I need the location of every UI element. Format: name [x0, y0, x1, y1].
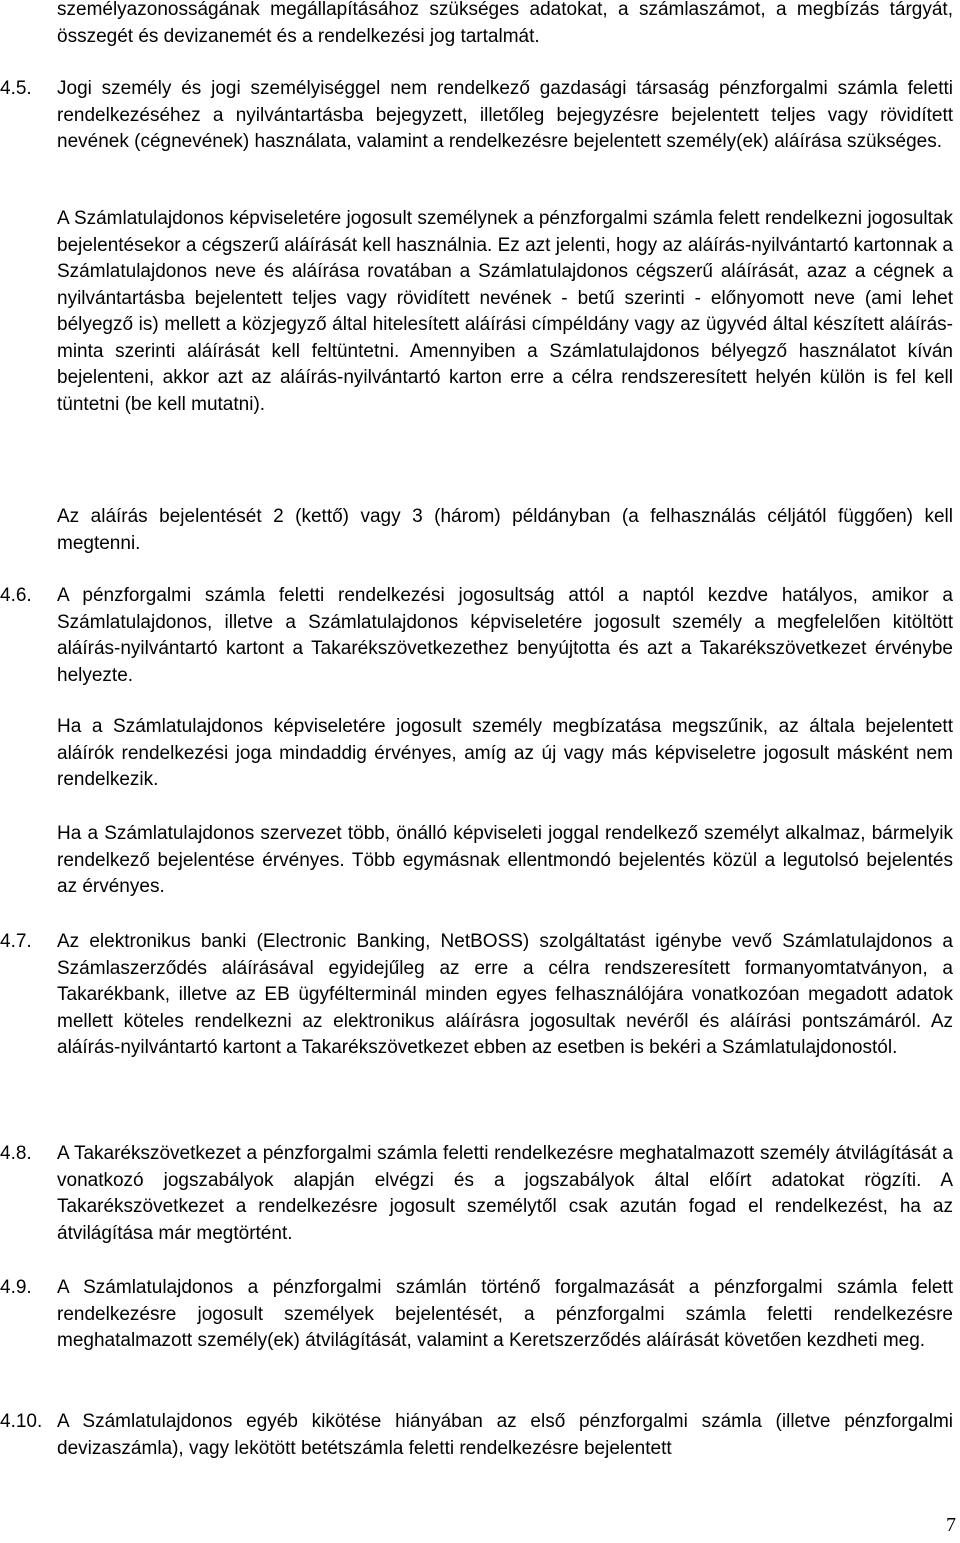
section-4-7: 4.7. Az elektronikus banki (Electronic Banking, NetBOSS) szolgáltatást igénybe vevő Számlatulajdonos a Számlaszerződés aláírásával egyidejűleg az erre a célra rendszeresített formanyomtatványon, a Takarékbank, illetve az EB ügyfélterminál minden egyes felhasználójára vonatkozóan megadott adatok mellett köteles rendelkezni az elektronikus aláírásra jogosultak nevéről és aláírási pontszámáról. Az aláírás-nyilvántartó kartont a Takarékszövetkezet ebben az esetben is bekéri a Számlatulajdonostól. [0, 931, 953, 1058]
paragraph-multiple-representatives: Ha a Számlatulajdonos szervezet több, önálló képviseleti joggal rendelkező személyt alkalmaz, bármelyik rendelkező bejelentése érvényes. Több egymásnak ellentmondó bejelentés közül a legutolsó bejelentés az érvényes. [57, 823, 953, 897]
paragraph-signature-copies: Az aláírás bejelentését 2 (kettő) vagy 3 (három) példányban (a felhasználás céljától függően) kell megtenni. [57, 506, 953, 554]
page-number: 7 [946, 1514, 956, 1536]
section-number: 4.9. [0, 1277, 32, 1298]
section-4-6: 4.6. A pénzforgalmi számla feletti rendelkezési jogosultság attól a naptól kezdve hatályos, amikor a Számlatulajdonos, illetve a Számlatulajdonos képviseletére jogosult személy a megfelelően kitöltött aláírás-nyilvántartó kartont a Takarékszövetkezethez benyújtotta és azt a Takarékszövetkezet érvénybe helyezte. [0, 585, 953, 686]
paragraph-intro-continuation: személyazonosságának megállapításához szükséges adatokat, a számlaszámot, a megbízás tárgyát, összegét és devizanemét és a rendelkezési jog tartalmát. [57, 0, 953, 47]
section-4-9: 4.9. A Számlatulajdonos a pénzforgalmi számlán történő forgalmazását a pénzforgalmi számla felett rendelkezésre jogosult személyek bejelentését, a pénzforgalmi számla feletti rendelkezésre meghatalmazott személy(ek) átvilágítását, valamint a Keretszerződés aláírását követően kezdheti meg. [0, 1277, 953, 1351]
section-number: 4.6. [0, 585, 32, 606]
section-number: 4.5. [0, 78, 32, 99]
section-number: 4.7. [0, 931, 32, 952]
paragraph-mandate-termination: Ha a Számlatulajdonos képviseletére jogosult személy megbízatása megszűnik, az általa bejelentett aláírók rendelkezési joga mindaddig érvényes, amíg az új vagy más képviseletre jogosult másként nem rendelkezik. [57, 716, 953, 790]
section-4-10: 4.10. A Számlatulajdonos egyéb kikötése hiányában az első pénzforgalmi számla (illetve pénzforgalmi devizaszámla), vagy lekötött betétszámla feletti rendelkezésre bejelentett [0, 1411, 953, 1459]
paragraph-signature-requirements: A Számlatulajdonos képviseletére jogosult személynek a pénzforgalmi számla felett rendelkezni jogosultak bejelentésekor a cégszerű aláírását kell használnia. Ez azt jelenti, hogy az aláírás-nyilvántartó kartonnak a Számlatulajdonos neve és aláírása rovatában a Számlatulajdonos cégszerű aláírását, azaz a cégnek a nyilvántartásba bejelentett teljes vagy rövidített nevének - betű szerinti - előnyomott neve (ami lehet bélyegző is) mellett a közjegyző által hitelesített aláírási címpéldány vagy az ügyvéd által készített aláírás-minta szerinti aláírását kell feltüntetni. Amennyiben a Számlatulajdonos bélyegző használatot kíván bejelenteni, akkor azt az aláírás-nyilvántartó karton erre a célra rendszeresített helyén külön is fel kell tüntetni (be kell mutatni). [57, 208, 953, 415]
section-4-5: 4.5. Jogi személy és jogi személyiséggel nem rendelkező gazdasági társaság pénzforgalmi számla feletti rendelkezéséhez a nyilvántartásba bejegyzett, illetőleg bejegyzésre bejelentett teljes vagy rövidített nevének (cégnevének) használata, valamint a rendelkezésre bejelentett személy(ek) aláírása szükséges. [0, 78, 953, 152]
section-4-8: 4.8. A Takarékszövetkezet a pénzforgalmi számla feletti rendelkezésre meghatalmazott személy átvilágítását a vonatkozó jogszabályok alapján elvégzi és a jogszabályok által előírt adatokat rögzíti. A Takarékszövetkezet a rendelkezésre jogosult személytől csak azután fogad el rendelkezést, ha az átvilágítása már megtörtént. [0, 1143, 953, 1244]
section-number: 4.8. [0, 1143, 32, 1164]
section-number: 4.10. [0, 1411, 43, 1432]
